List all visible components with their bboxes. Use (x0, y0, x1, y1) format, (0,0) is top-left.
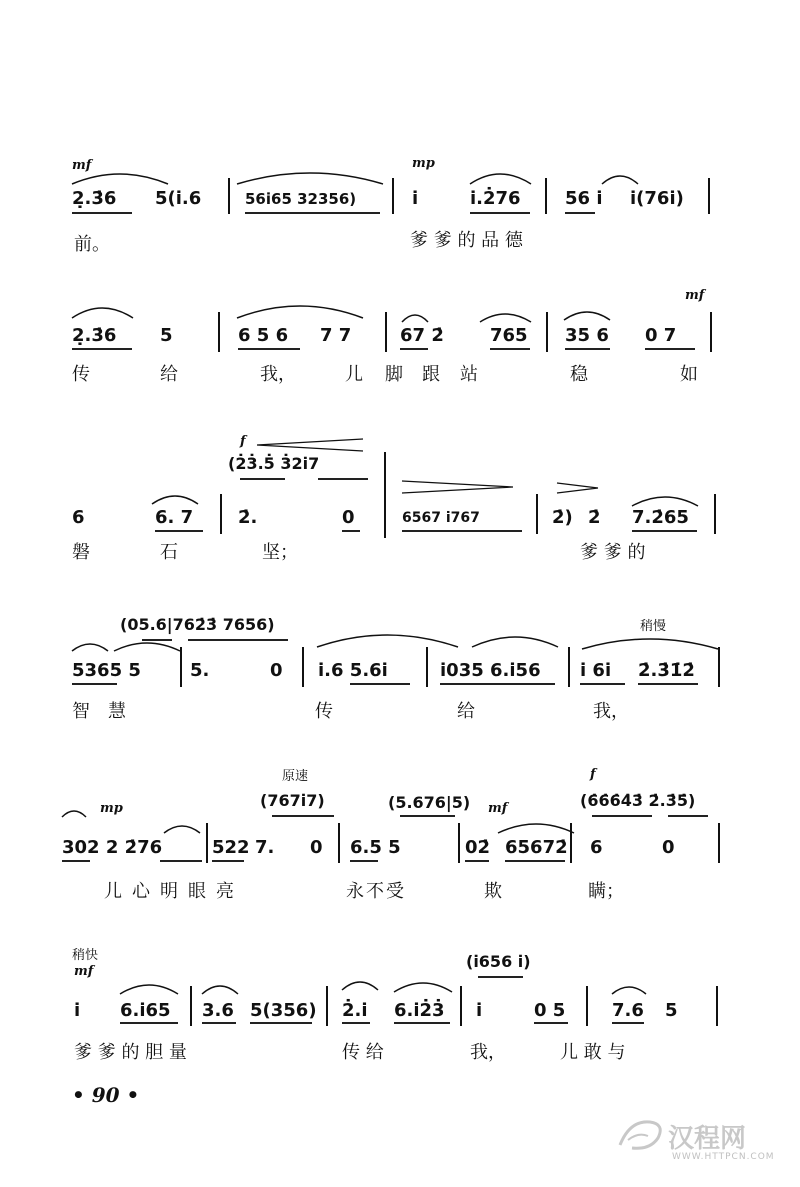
lyric: 慧 (108, 701, 126, 722)
slur (70, 302, 135, 322)
notation-cell: 02̇ (465, 837, 491, 858)
notation-cell: 5(356) (250, 1000, 317, 1021)
lyric: 我， (260, 364, 296, 385)
slur (562, 306, 612, 322)
underline (505, 860, 565, 862)
notation-cell: 5365 5 (72, 660, 141, 681)
underline (632, 530, 697, 532)
notation-cell: 0 (310, 837, 323, 858)
lyric: 脚 (385, 364, 403, 385)
underline (188, 639, 288, 641)
bar-line (385, 312, 387, 352)
underline (592, 815, 652, 817)
bar-line (384, 452, 386, 538)
underline (490, 348, 530, 350)
notation-cell: 0 5 (534, 1000, 566, 1021)
lyric: 站 (460, 364, 478, 385)
lyric: 给 (457, 701, 475, 722)
underline (465, 860, 489, 862)
dynamic-mark: mf (488, 801, 508, 816)
lyric: 给 (160, 364, 178, 385)
slur (468, 168, 533, 188)
notation-cell: 0 (662, 837, 675, 858)
slur (600, 170, 640, 186)
score-system-2 (0, 290, 800, 400)
notation-cell: 6 (590, 837, 603, 858)
slur (496, 819, 576, 835)
slur (112, 639, 182, 653)
underline (400, 348, 428, 350)
bar-line (714, 494, 716, 534)
lyric: 爹 爹 的 胆 量 (74, 1042, 187, 1063)
slur (400, 310, 430, 324)
bar-line (338, 823, 340, 863)
notation-cell: 7.6 (612, 1000, 644, 1021)
bar-line (718, 823, 720, 863)
bar-line (586, 986, 588, 1026)
bar-line (708, 178, 710, 214)
notation-cell: i̇.2̇76 (470, 188, 521, 209)
notation-cell: 56i̇65 32356) (245, 190, 357, 208)
notation-cell: 765 (490, 325, 528, 346)
underline (72, 212, 132, 214)
slur (630, 492, 700, 508)
slur (162, 821, 202, 835)
lyric: 爹 爹 的 (580, 542, 646, 563)
notation-cell: i̇ 6i̇ (580, 660, 612, 681)
bar-line (190, 986, 192, 1026)
lyric: 石 (160, 542, 178, 563)
notation-cell: (6̇6̇6̇4̇3̇ 2̇.3̇5̇) (580, 791, 696, 810)
bar-line (228, 178, 230, 214)
notation-cell: (i̇656 i̇) (466, 952, 531, 971)
underline (478, 976, 523, 978)
lyric: 坚； (262, 542, 298, 563)
notation-cell: 35 6 (565, 325, 609, 346)
underline (565, 348, 610, 350)
notation-cell: (5.676|5) (388, 793, 471, 812)
score-system-4 (0, 605, 800, 725)
notation-cell: i̇035 6.i̇56 (440, 660, 541, 681)
underline (350, 683, 410, 685)
slur (70, 168, 170, 188)
lyric: 儿心明眼亮 (104, 881, 244, 902)
slur (200, 980, 240, 996)
bar-line (220, 494, 222, 534)
notation-cell: 2̇.i̇ (342, 1000, 368, 1021)
slur (315, 629, 460, 649)
notation-cell: 2̇.3̇1̇2̇ (638, 660, 695, 681)
notation-cell: 6 5 6 (238, 325, 289, 346)
notation-cell: i̇(76i̇) (630, 188, 684, 209)
underline (238, 348, 300, 350)
underline (402, 530, 522, 532)
notation-cell: 0 (270, 660, 283, 681)
lyric: 欺 (484, 881, 502, 902)
notation-cell: 6.i̇65 (120, 1000, 171, 1021)
dynamic-mark: mf (72, 158, 92, 173)
underline (350, 860, 378, 862)
underline (534, 1022, 568, 1024)
bar-line (218, 312, 220, 352)
dynamic-mark: f (240, 434, 246, 449)
underline (668, 815, 708, 817)
underline (470, 212, 530, 214)
lyric: 儿 敢 与 (560, 1042, 626, 1063)
hairpin-decrescendo (400, 480, 515, 494)
page-number: • 90 • (72, 1083, 140, 1107)
underline (72, 348, 132, 350)
bar-line (426, 647, 428, 687)
dynamic-mark: mp (412, 156, 435, 171)
score-system-6 (0, 940, 800, 1070)
underline (72, 683, 117, 685)
notation-cell: i̇ (412, 188, 419, 209)
underline (272, 815, 334, 817)
bar-line (710, 312, 712, 352)
underline (250, 1022, 312, 1024)
slur (235, 168, 385, 188)
notation-cell: 5(i̇.6 (155, 188, 202, 209)
lyric: 瞒； (588, 881, 624, 902)
watermark-url: WWW.HTTPCN.COM (672, 1152, 775, 1162)
lyric: 爹 爹 的 品 德 (410, 230, 523, 251)
lyric: 稳 (570, 364, 588, 385)
hairpin-crescendo (255, 438, 365, 452)
bar-line (716, 986, 718, 1026)
notation-cell: 2̣.3̇6 (72, 188, 117, 209)
hairpin-decrescendo (555, 482, 600, 494)
tempo-marking: 原速 (282, 769, 309, 784)
notation-cell: i̇ (74, 1000, 81, 1021)
notation-cell: 7. (255, 837, 275, 858)
underline (645, 348, 695, 350)
lyric: 磐 (72, 542, 90, 563)
dynamic-mark: f (590, 767, 596, 782)
underline (400, 815, 455, 817)
slur (60, 807, 88, 819)
lyric: 前。 (74, 234, 110, 255)
watermark (610, 1110, 795, 1170)
slur (580, 633, 720, 651)
dynamic-mark: mf (685, 288, 705, 303)
notation-cell: 0 (342, 507, 355, 528)
lyric: 跟 (422, 364, 440, 385)
notation-cell: 2̣.3̇6 (72, 325, 117, 346)
notation-cell: 6 (72, 507, 85, 528)
underline (565, 212, 595, 214)
notation-cell: 5 (665, 1000, 678, 1021)
underline (160, 860, 202, 862)
underline (202, 1022, 236, 1024)
notation-cell: 6.5 5 (350, 837, 401, 858)
notation-cell: 2̇ (588, 507, 601, 528)
lyric: 传 给 (342, 1042, 384, 1063)
notation-cell: i̇.6 5.6i̇ (318, 660, 388, 681)
notation-cell: 2̇. (238, 507, 258, 528)
bar-line (568, 647, 570, 687)
bar-line (460, 986, 462, 1026)
notation-cell: 3.6 (202, 1000, 234, 1021)
tempo-marking: 稍快 (72, 948, 99, 963)
watermark-logo-icon (610, 1110, 670, 1160)
notation-cell: i̇ (476, 1000, 483, 1021)
notation-cell: 56 i̇ (565, 188, 603, 209)
notation-cell: (2̇3̇.5̇ 3̇2i̇7 (228, 454, 320, 473)
notation-cell: 6. 7 (155, 507, 194, 528)
notation-cell: 6.i̇2̇3̇ (394, 1000, 445, 1021)
lyric: 我， (593, 701, 629, 722)
slur (235, 300, 365, 320)
notation-cell: 7.2̇65 (632, 507, 689, 528)
underline (62, 860, 90, 862)
notation-cell: 2̇) (552, 507, 573, 528)
lyric: 传 (72, 364, 90, 385)
slur (70, 639, 110, 653)
slur (478, 308, 533, 324)
underline (212, 860, 244, 862)
notation-cell: 67 2̇ (400, 325, 444, 346)
underline (440, 683, 555, 685)
underline (612, 1022, 644, 1024)
underline (394, 1022, 450, 1024)
underline (638, 683, 698, 685)
bar-line (392, 178, 394, 214)
underline (318, 478, 368, 480)
score-system-1 (0, 150, 800, 260)
notation-cell: 65672̇ (505, 837, 568, 858)
underline (342, 530, 360, 532)
slur (470, 631, 560, 649)
score-system-3 (0, 432, 800, 562)
slur (610, 982, 648, 996)
bar-line (546, 312, 548, 352)
underline (342, 1022, 370, 1024)
score-system-5 (0, 765, 800, 905)
slur (118, 980, 180, 996)
watermark-brand: 汉程网 (668, 1124, 747, 1154)
underline (240, 478, 285, 480)
lyric: 我， (470, 1042, 506, 1063)
bar-line (536, 494, 538, 534)
lyric: 永不受 (346, 881, 406, 902)
notation-cell: 522 (212, 837, 250, 858)
lyric: 如 (680, 364, 698, 385)
bar-line (545, 178, 547, 214)
underline (245, 212, 380, 214)
underline (155, 530, 203, 532)
dynamic-mark: mp (100, 801, 123, 816)
lyric: 儿 (345, 364, 363, 385)
underline (120, 1022, 178, 1024)
notation-cell: 7 ⁢7 (320, 325, 352, 346)
bar-line (458, 823, 460, 863)
tempo-marking: 稍慢 (640, 619, 667, 634)
bar-line (302, 647, 304, 687)
bar-line (718, 647, 720, 687)
lyric: 智 (72, 701, 90, 722)
slur (392, 978, 454, 994)
notation-cell: 0 7 (645, 325, 677, 346)
notation-cell: 5. (190, 660, 210, 681)
notation-cell: (05.6|762̇3̇ 7656) (120, 615, 275, 634)
bar-line (180, 647, 182, 687)
slur (340, 976, 380, 992)
dynamic-mark: mf (74, 964, 94, 979)
slur (150, 490, 200, 506)
bar-line (570, 823, 572, 863)
bar-line (206, 823, 208, 863)
lyric: 传 (315, 701, 333, 722)
bar-line (326, 986, 328, 1026)
notation-cell: (767i̇7) (260, 791, 325, 810)
notation-cell: 6567 i̇767 (402, 510, 480, 526)
underline (580, 683, 625, 685)
notation-cell: 30⁢2 2 ⁢2̇76 (62, 837, 163, 858)
notation-cell: 5 (160, 325, 173, 346)
